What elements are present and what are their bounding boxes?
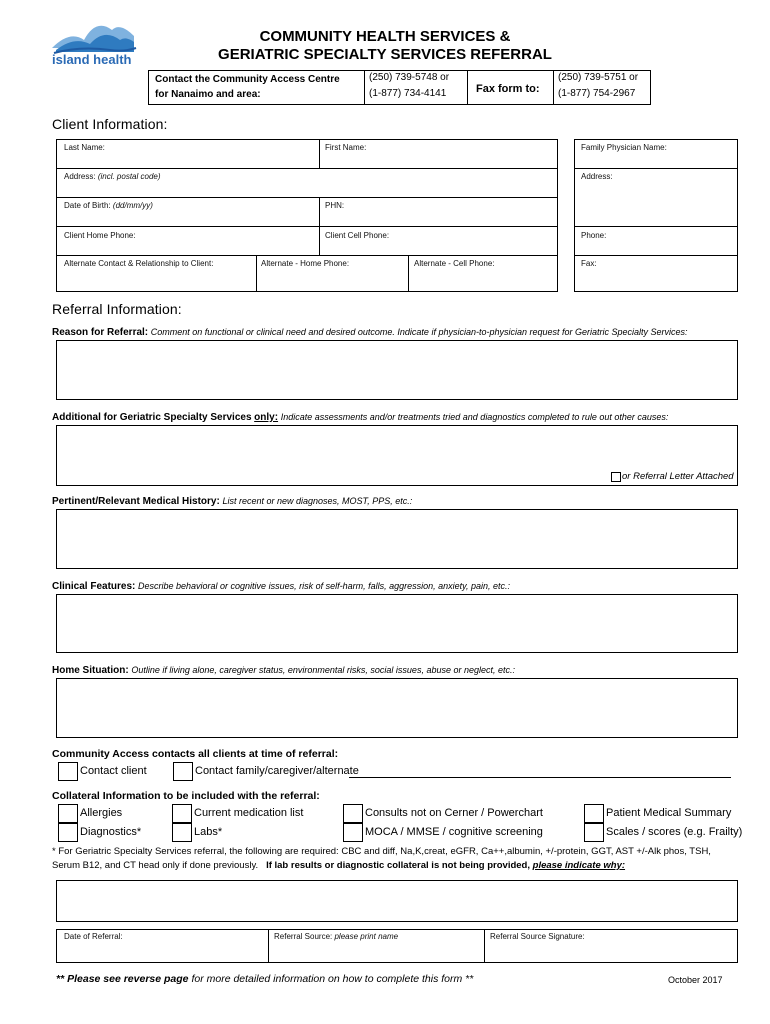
medical-history-prompt: Pertinent/Relevant Medical History: List recent or new diagnoses, MOST, PPS, etc.: [52, 496, 413, 507]
labs-label: Labs* [194, 826, 223, 838]
last-name-label: Last Name: [64, 143, 105, 152]
physician-address-field[interactable] [575, 169, 737, 226]
contact-family-name-line[interactable] [349, 777, 731, 778]
contact-phone2: (1-877) 734-4141 [369, 88, 447, 99]
diagnostics-checkbox[interactable] [58, 823, 78, 842]
physician-fax-field[interactable] [575, 256, 737, 292]
medical-summary-checkbox[interactable] [584, 804, 604, 823]
medication-list-checkbox[interactable] [172, 804, 192, 823]
diagnostics-label: Diagnostics* [80, 826, 142, 838]
logo-text: island health [52, 52, 132, 67]
reason-for-referral-prompt: Reason for Referral: Comment on functional or clinical need and desired outcome. Indicate if physician-to-physician request for Geriatric Specialty Services: [52, 327, 688, 338]
date-of-referral-field[interactable] [57, 930, 268, 962]
referral-letter-label: or Referral Letter Attached [622, 471, 734, 482]
contact-client-label: Contact client [80, 765, 147, 777]
referral-source-label: Referral Source: please print name [274, 932, 399, 941]
medical-history-field[interactable] [56, 509, 738, 569]
scales-label: Scales / scores (e.g. Frailty) [606, 826, 743, 838]
referral-source-field[interactable] [269, 930, 484, 962]
clinical-features-field[interactable] [56, 594, 738, 653]
contact-family-label: Contact family/caregiver/alternate [195, 765, 359, 777]
phn-label: PHN: [325, 201, 345, 210]
home-situation-field[interactable] [56, 678, 738, 738]
first-name-label: First Name: [325, 143, 367, 152]
contact-client-checkbox[interactable] [58, 762, 78, 781]
referral-info-heading: Referral Information: [52, 301, 182, 317]
physician-phone-field[interactable] [575, 227, 737, 255]
medication-list-label: Current medication list [194, 807, 304, 819]
clinical-features-prompt: Clinical Features: Describe behavioral or cognitive issues, risk of self-harm, falls, aggression, anxiety, pain, etc.: [52, 581, 510, 592]
contact-phone1: (250) 739-5748 or [369, 72, 450, 83]
allergies-label: Allergies [80, 807, 123, 819]
scales-checkbox[interactable] [584, 823, 604, 842]
labs-checkbox[interactable] [172, 823, 192, 842]
collateral-heading: Collateral Information to be included with the referral: [52, 790, 320, 802]
physician-address-label: Address: [581, 172, 613, 181]
home-phone-label: Client Home Phone: [64, 231, 136, 240]
form-title-line2: GERIATRIC SPECIALTY SERVICES REFERRAL [218, 46, 552, 63]
lab-requirements-note-line2: Serum B12, and CT head only if done previously. If lab results or diagnostic collateral is not being provided, please indicate why: [52, 860, 626, 871]
form-version-date: October 2017 [668, 975, 723, 985]
mountain-logo-icon [50, 12, 140, 56]
contact-cac-line2: for Nanaimo and area: [155, 89, 261, 100]
cell-phone-label: Client Cell Phone: [325, 231, 390, 240]
contact-cac-line1: Contact the Community Access Centre [155, 74, 340, 85]
lab-requirements-note-line1: * For Geriatric Specialty Services referral, the following are required: CBC and diff, Na,K,creat, eGFR, Ca++,albumin, +/-protein, GGT, AST +/-Alk phos, TSH, [52, 846, 711, 857]
client-info-heading: Client Information: [52, 116, 168, 132]
alt-home-phone-label: Alternate - Home Phone: [261, 259, 350, 268]
reason-for-referral-field[interactable] [56, 340, 738, 400]
referral-letter-checkbox[interactable] [611, 472, 621, 482]
signature-label: Referral Source Signature: [490, 932, 585, 941]
moca-checkbox[interactable] [343, 823, 363, 842]
dob-label: Date of Birth: (dd/mm/yy) [64, 201, 153, 210]
date-of-referral-label: Date of Referral: [64, 932, 123, 941]
collateral-reason-field[interactable] [56, 880, 738, 922]
allergies-checkbox[interactable] [58, 804, 78, 823]
physician-name-field[interactable] [575, 140, 737, 168]
form-title-line1: COMMUNITY HEALTH SERVICES & [259, 28, 511, 45]
physician-phone-label: Phone: [581, 231, 607, 240]
contact-family-checkbox[interactable] [173, 762, 193, 781]
alt-cell-phone-label: Alternate - Cell Phone: [414, 259, 495, 268]
phn-field[interactable] [320, 198, 557, 226]
additional-geriatric-prompt: Additional for Geriatric Specialty Services only: Indicate assessments and/or treatments tried and diagnostics completed to rule out other causes: [52, 412, 669, 423]
signature-field[interactable] [485, 930, 737, 962]
home-situation-prompt: Home Situation: Outline if living alone, caregiver status, environmental risks, social issues, abuse or neglect, etc.: [52, 665, 515, 676]
fax-number2: (1-877) 754-2967 [558, 88, 636, 99]
physician-name-label: Family Physician Name: [581, 143, 667, 152]
fax-number1: (250) 739-5751 or [558, 72, 639, 83]
island-health-logo [50, 12, 140, 68]
alt-contact-label: Alternate Contact & Relationship to Client: [64, 259, 214, 268]
consults-checkbox[interactable] [343, 804, 363, 823]
moca-label: MOCA / MMSE / cognitive screening [365, 826, 543, 838]
reverse-page-note: ** Please see reverse page for more detailed information on how to complete this form ** [56, 973, 474, 985]
community-access-heading: Community Access contacts all clients at time of referral: [52, 748, 339, 760]
client-address-label: Address: (incl. postal code) [64, 172, 161, 181]
consults-label: Consults not on Cerner / Powerchart [365, 807, 543, 819]
fax-label: Fax form to: [476, 83, 540, 95]
physician-fax-label: Fax: [581, 259, 597, 268]
medical-summary-label: Patient Medical Summary [606, 807, 732, 819]
